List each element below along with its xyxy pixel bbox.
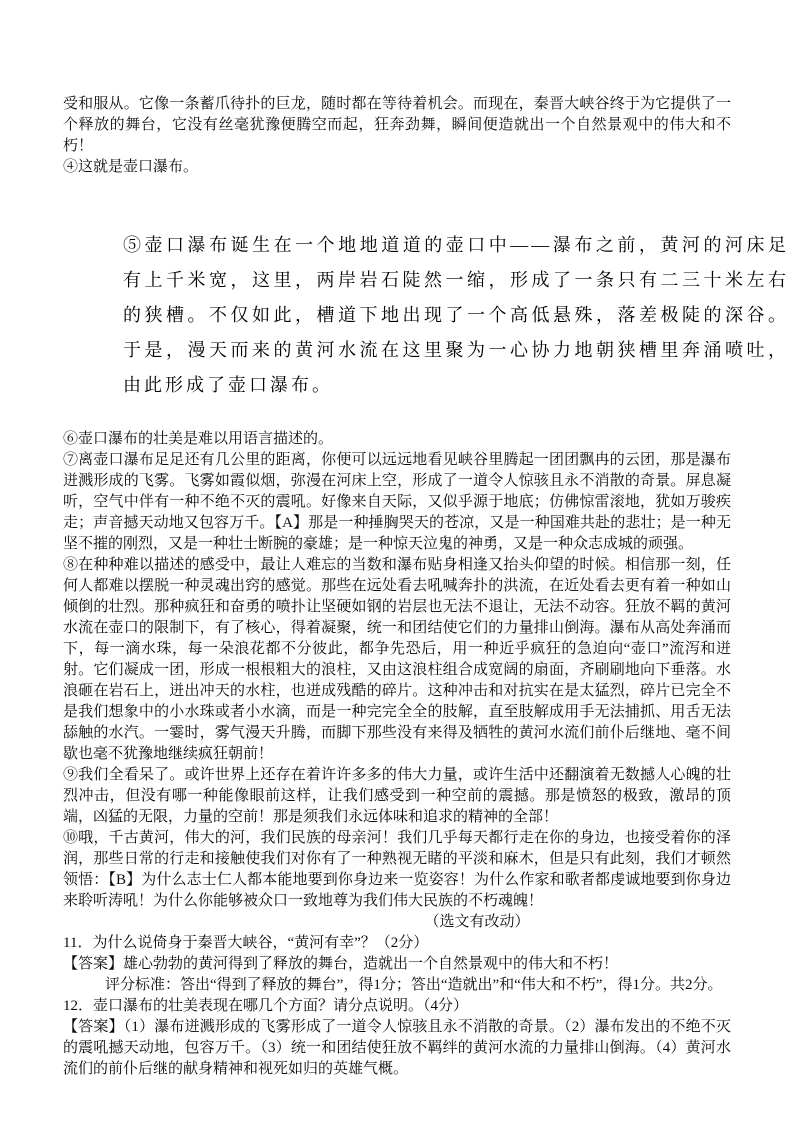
answer-11: 【答案】雄心勃勃的黄河得到了释放的舞台，造就出一个自然景观中的伟大和不朽！ xyxy=(63,956,619,972)
quoted-passage-5: ⑤壶口瀑布诞生在一个地地道道的壶口中——瀑布之前，黄河的河床足有上千米宽，这里，两岸岩石陡然一缩，形成了一条只有二三十米左右的狭槽。不仅如此，槽道下地出现了一个高低悬殊，落差极陡的深谷。于是，漫天而来的黄河水流在这里聚为一心协力地朝狭槽里奔涌喷吐，由此形成了壶口瀑布。 xyxy=(123,235,789,395)
paragraph-6: ⑥壶口瀑布的壮美是难以用语言描述的。 xyxy=(63,431,334,447)
paragraph-9: ⑨我们全看呆了。或许世界上还存在着许许多多的伟大力量，或许生活中还翻演着无数撼人心魄的壮烈冲击，但没有哪一种能像眼前这样，让我们感受到一种空前的震撼。那是愤怒的极致，激昂的顶端，凶猛的无限，力量的空前！那是须我们永远体味和追求的精神的全部！ xyxy=(63,767,731,825)
paragraph-3-continuation: 受和服从。它像一条蓄爪待扑的巨龙，随时都在等待着机会。而现在，秦晋大峡谷终于为它提供了一个释放的舞台，它没有丝毫犹豫便腾空而起，狂奔劲舞，瞬间便造就出一个自然景观中的伟大和不朽！ xyxy=(63,96,731,154)
question-11: 11．为什么说倚身于秦晋大峡谷，“黄河有幸”？（2分） xyxy=(63,935,429,951)
paragraph-4: ④这就是壶口瀑布。 xyxy=(63,159,199,175)
source-note: （选文有改动） xyxy=(424,914,530,930)
question-12: 12．壶口瀑布的壮美表现在哪几个方面？请分点说明。（4分） xyxy=(63,998,469,1014)
answer-12: 【答案】（1）瀑布迸溅形成的飞雾形成了一道令人惊骇且永不消散的奇景。（2）瀑布发出的不绝不灭的震吼撼天动地，包容万千。（3）统一和团结使狂放不羁绊的黄河水流的力量排山倒海。（4）黄河水流们的前仆后继的献身精神和视死如归的英雄气概。 xyxy=(63,1019,731,1077)
paragraph-10: ⑩哦，千古黄河，伟大的河，我们民族的母亲河！我们几乎每天都行走在你的身边，也接受着你的泽润，那些日常的行走和接触使我们对你有了一种熟视无睹的平淡和麻木，但是只有此刻，我们才顿然领悟：【B】为什么志士仁人都本能地要到你身边来一览姿容！为什么作家和歌者都虔诚地要到你身边来聆听涛吼！为什么你能够被众口一致地尊为我们伟大民族的不朽魂魄！ xyxy=(63,830,731,909)
paragraph-7: ⑦离壶口瀑布足足还有几公里的距离，你便可以远远地看见峡谷里腾起一团团飘冉的云团，那是瀑布迸溅形成的飞雾。飞雾如霞似烟，弥漫在河床上空，形成了一道令人惊骇且永不消散的奇景。屏息凝听，空气中伴有一种不绝不灭的震吼。好像来自天际，又似乎源于地底；仿佛惊雷滚地，犹如万骏疾走；声音撼天动地又包容万千。【A】那是一种捶胸哭天的苍凉，又是一种国难共赴的悲壮；是一种无坚不摧的刚烈，又是一种壮士断腕的豪雄；是一种惊天泣鬼的神勇，又是一种众志成城的顽强。 xyxy=(63,452,731,552)
paragraph-8: ⑧在种种难以描述的感受中，最让人难忘的当数和瀑布贴身相逢又抬头仰望的时候。相信那一刻，任何人都难以摆脱一种灵魂出窍的感觉。那些在远处看去吼喊奔扑的洪流，在近处看去更有着一种如山倾倒的壮烈。那种疯狂和奋勇的喷扑让坚硬如钢的岩层也无法不退让，无法不动容。狂放不羁的黄河水流在壶口的限制下，有了核心，得着凝聚，统一和团结使它们的力量排山倒海。瀑布从高处奔涌而下，每一滴水珠，每一朵浪花都不分彼此，都争先恐后，用一种近乎疯狂的急迫向“壶口”流泻和迸射。它们凝成一团，形成一根根粗大的浪柱，又由这浪柱组合成宽阔的扇面，齐刷刷地向下垂落。水浪砸在岩石上，迸出冲天的水柱，也迸成残酷的碎片。这种冲击和对抗实在是太猛烈，碎片已完全不是我们想象中的小水珠或者小水滴，而是一种完完全全的肢解，直至肢解成用手无法捕抓、用舌无法舔触的水汽。一霎时，雾气漫天升腾，而脚下那些没有来得及牺牲的黄河水流们前仆后继地、毫不间歇也毫不犹豫地继续疯狂朝前！ xyxy=(63,557,731,762)
scoring-standard-11: 评分标准：答出“得到了释放的舞台”，得1分；答出“造就出”和“伟大和不朽”，得1分。共2分。 xyxy=(105,977,723,993)
